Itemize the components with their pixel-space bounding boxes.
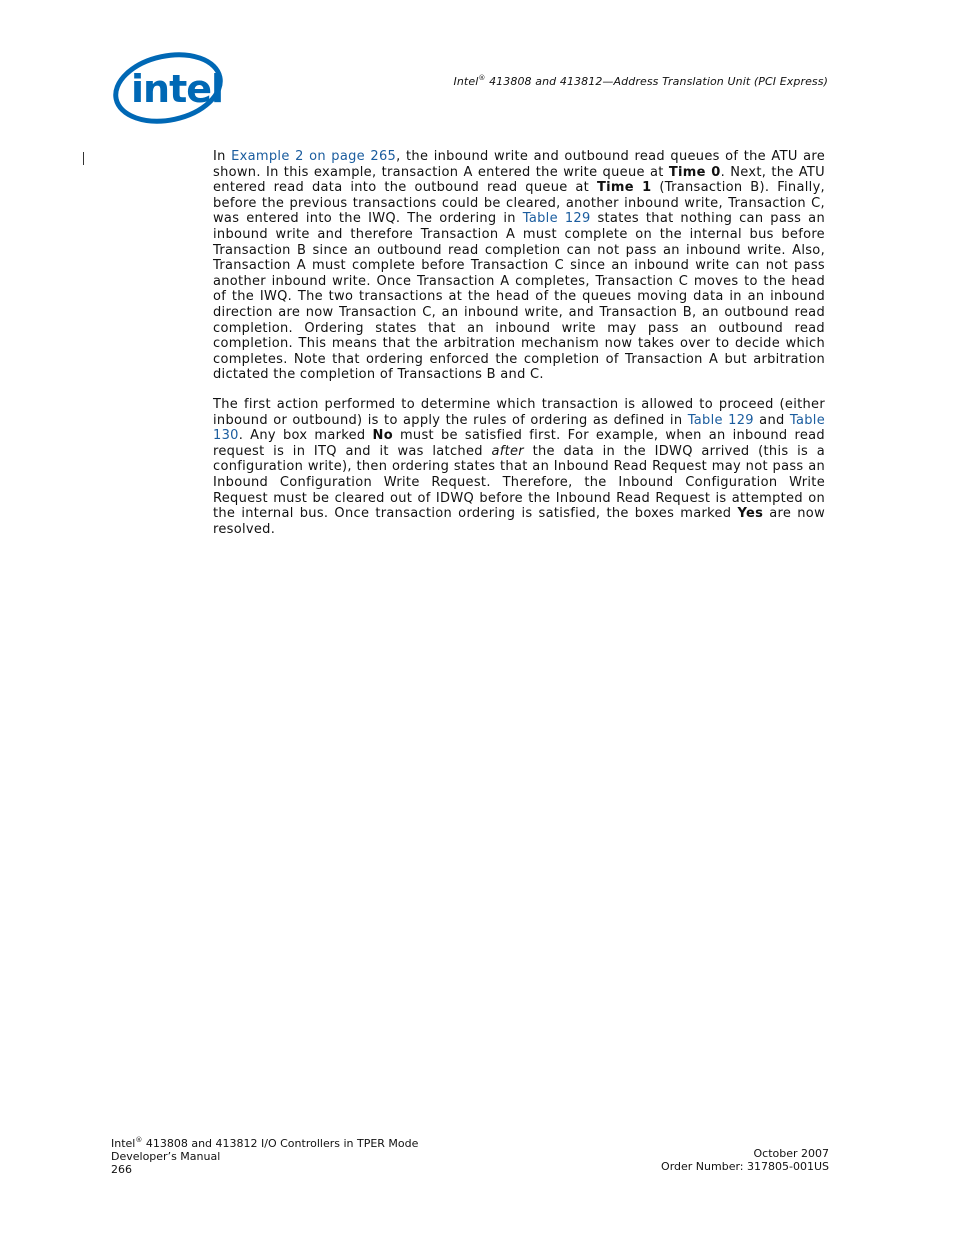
footer-manual-name: Developer’s Manual (111, 1150, 221, 1163)
after-emphasis: after (491, 443, 524, 459)
link-table-129[interactable]: Table 129 (687, 412, 754, 428)
yes-label: Yes (737, 506, 764, 522)
link-table-129[interactable]: Table 129 (522, 211, 591, 227)
time-1-label: Time 1 (596, 180, 652, 196)
intel-logo (111, 50, 225, 126)
footer-right (661, 1147, 829, 1173)
paragraph-1: In Example 2 on page 265, the inbound write and outbound read queues of the ATU are shown. In this example, transaction A entered the write queue at Time 0. Next, the ATU entered read data into the outbound read queue at Time 1 (Transaction B). Finally, before the previous transactions could be cleared, another inbound write, Transaction C, was entered into the IWQ. The ordering in Table 129 states that nothing can pass an inbound write and therefore Transaction A must complete on the internal bus before Transaction B since an outbound read completion can not pass an inbound write. Also, Transaction A must complete before Transaction C since an inbound write can not pass another inbound write. Once Transaction A completes, Transaction C moves to the head of the IWQ. The two transactions at the head of the queues moving data in an inbound direction are now Transaction C, an inbound write, and Transaction B, an outbound read completion. Ordering states that an inbound write may pass an outbound read completion. This means that the arbitration mechanism now takes over to decide which completes. Note that ordering enforced the completion of Transaction A but arbitration dictated the completion of Transactions B and C. (213, 149, 826, 383)
footer-date: October 2007 (753, 1147, 829, 1160)
no-label: No (372, 428, 393, 444)
change-bar (83, 152, 84, 165)
page-number: 266 (111, 1163, 132, 1176)
paragraph-2: The first action performed to determine which transaction is allowed to proceed (either inbound or outbound) is to apply the rules of ordering as defined in Table 129 and Table 130. Any box marked No must be satisfied first. For example, when an inbound read request is in ITQ and it was latched after the data in the IDWQ arrived (this is a configuration write), then ordering states that an Inbound Read Request may not pass an Inbound Configuration Write Request. Therefore, the Inbound Configuration Write Request must be cleared out of IDWQ before the Inbound Read Request is attempted on the internal bus. Once transaction ordering is satisfied, the boxes marked Yes are now resolved. (213, 397, 825, 537)
running-header: Intel® 413808 and 413812—Address Translation Unit (PCI Express) (453, 74, 828, 88)
footer-product-title: Intel® 413808 and 413812 I/O Controllers in TPER Mode (111, 1136, 419, 1150)
link-example-2[interactable]: Example 2 on page 265 (231, 149, 397, 164)
footer-order-number: Order Number: 317805-001US (661, 1160, 829, 1173)
time-0-label: Time 0 (668, 164, 721, 180)
logo-wordmark: intel (131, 67, 224, 111)
link-table-130[interactable]: Table 130 (213, 412, 825, 444)
footer-left (111, 1134, 418, 1176)
